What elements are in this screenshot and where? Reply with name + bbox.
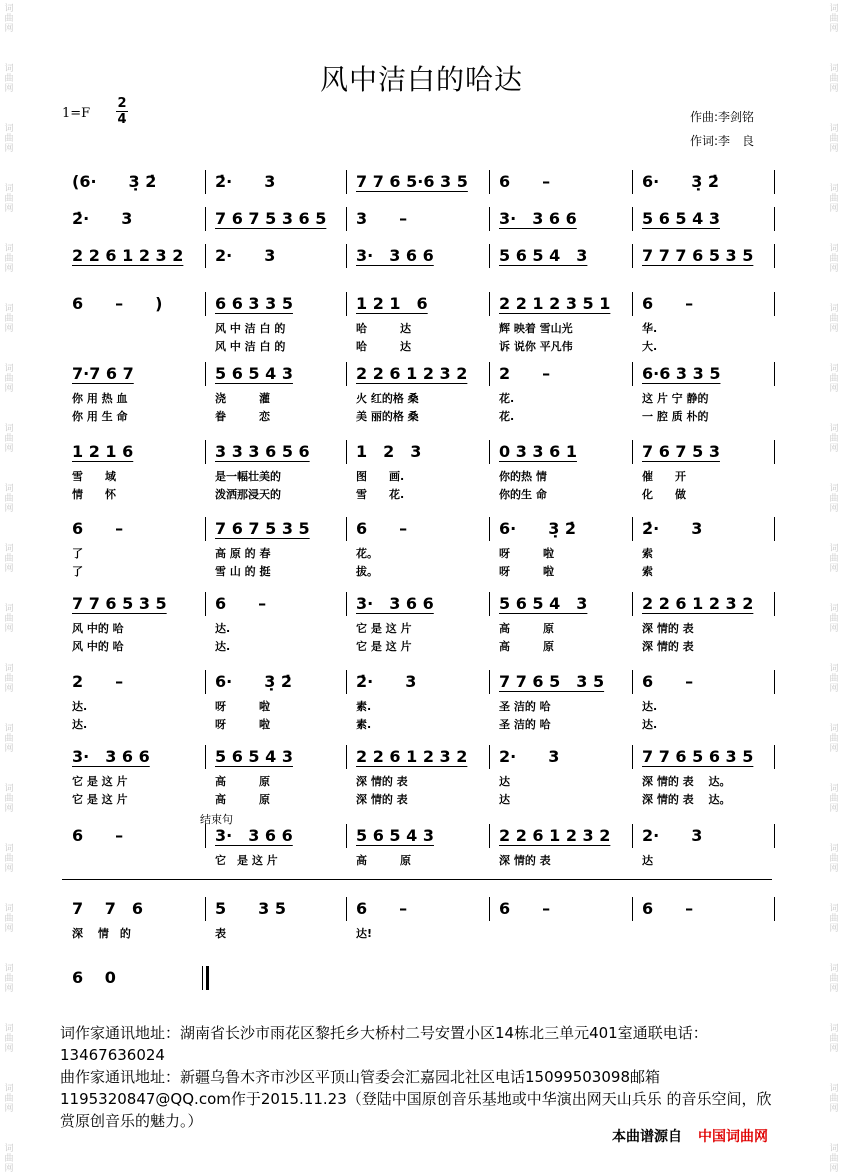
measure-notes: 7 6 7 5 3 5	[215, 519, 310, 538]
key-signature: 1=F	[62, 106, 91, 121]
time-sig-top: 2	[117, 96, 127, 111]
lyric-text: 呀 啦	[215, 718, 270, 731]
lyric-text: 这 片 宁 静的	[642, 392, 709, 405]
measure-notes: 2· 3	[499, 747, 560, 766]
measure-notes: (6· 3̣ 2̇	[72, 172, 157, 191]
lyric-text: 达.	[72, 700, 88, 713]
lyric-text: 高 原 的 春	[215, 547, 271, 560]
watermark-text: 词 曲 网	[4, 604, 14, 634]
composer-address: 曲作家通讯地址：新疆乌鲁木齐市沙区平顶山管委会汇嘉园北社区电话15099503098邮箱1195320847@QQ.com作于2015.11.23（登陆中国原创音乐基地或中华演出网天山兵乐 的音乐空间，欣赏原创音乐的魅力。）	[60, 1068, 772, 1130]
measure-notes: 2 2 1 2 3 5 1	[499, 294, 611, 313]
watermark-text: 词 曲 网	[829, 844, 839, 874]
watermark-text: 词 曲 网	[829, 64, 839, 94]
barline	[489, 170, 490, 194]
lyric-text: 达.	[72, 718, 88, 731]
lyric-text: 高 原	[215, 793, 270, 806]
measure-notes: 6 –	[356, 899, 408, 918]
barline	[346, 440, 347, 464]
barline	[489, 244, 490, 268]
measure-notes: 6· 3̣ 2̇	[642, 172, 720, 191]
lyric-text: 深 情 的	[72, 927, 131, 940]
measure-notes: 6 –	[642, 294, 694, 313]
measure-notes: 2 2 6 1 2 3 2	[642, 594, 754, 613]
barline	[632, 670, 633, 694]
barline	[346, 170, 347, 194]
lyric-text: 哈 达	[356, 340, 411, 353]
barline	[774, 592, 775, 616]
barline	[205, 517, 206, 541]
lyric-text: 深 情的 表 达。	[642, 775, 731, 788]
watermark-text: 词 曲 网	[829, 484, 839, 514]
barline	[346, 592, 347, 616]
lyric-text: 美 丽的格 桑	[356, 410, 419, 423]
barline	[632, 897, 633, 921]
watermark-text: 词 曲 网	[829, 424, 839, 454]
barline	[489, 440, 490, 464]
lyric-text: 大.	[642, 340, 658, 353]
measure-notes: 5 6 5 4 3	[499, 594, 588, 613]
measure-notes: 6 –	[642, 899, 694, 918]
barline	[774, 745, 775, 769]
barline	[489, 824, 490, 848]
watermark-text: 词 曲 网	[4, 724, 14, 754]
lyric-text: 拔。	[356, 565, 378, 578]
measure-notes: 7 7 6 5 3 5	[72, 594, 167, 613]
barline	[346, 517, 347, 541]
lyric-text: 你的生 命	[499, 488, 547, 501]
watermark-text: 词 曲 网	[4, 124, 14, 154]
lyric-text: 圣 洁的 哈	[499, 718, 551, 731]
watermark-text: 词 曲 网	[4, 1084, 14, 1114]
barline	[489, 207, 490, 231]
barline	[632, 244, 633, 268]
barline	[205, 824, 206, 848]
barline	[489, 670, 490, 694]
lyric-text: 花.	[499, 410, 515, 423]
measure-notes: 6 –	[499, 899, 551, 918]
measure-notes: 6 –	[72, 826, 124, 845]
lyric-text: 诉 说你 平凡伟	[499, 340, 573, 353]
lyric-text: 风 中 洁 白 的	[215, 340, 286, 353]
barline	[346, 745, 347, 769]
coda-separator-line	[62, 879, 772, 880]
watermark-text: 词 曲 网	[4, 664, 14, 694]
lyric-text: 你的热 情	[499, 470, 547, 483]
barline	[632, 517, 633, 541]
lyric-text: 雪 花.	[356, 488, 405, 501]
barline	[346, 362, 347, 386]
lyric-text: 素.	[356, 718, 372, 731]
watermark-text: 词 曲 网	[829, 184, 839, 214]
lyric-text: 了	[72, 565, 83, 578]
measure-notes: 7 7 6 5·6 3 5	[356, 172, 468, 191]
lyric-text: 高 原	[215, 775, 270, 788]
lyric-text: 达.	[642, 700, 658, 713]
barline	[774, 207, 775, 231]
composer-credit: 作曲:李剑铭	[690, 110, 755, 124]
measure-notes: 6 –	[215, 594, 267, 613]
watermark-text: 词 曲 网	[829, 964, 839, 994]
lyric-text: 深 情的 表	[642, 640, 694, 653]
barline	[489, 897, 490, 921]
measure-notes: 0 3 3 6 1	[499, 442, 577, 461]
watermark-text: 词 曲 网	[4, 364, 14, 394]
barline	[774, 824, 775, 848]
measure-notes: 3 3 3 6 5 6	[215, 442, 310, 461]
lyric-text: 泼洒那浸天的	[215, 488, 281, 501]
measure-notes: 5 6 5 4 3	[356, 826, 434, 845]
lyric-text: 化 做	[642, 488, 686, 501]
measure-notes: 6 – )	[72, 294, 163, 313]
measure-notes: 2̇· 3	[72, 209, 133, 228]
measure-notes: 7 6 7 5 3 6 5	[215, 209, 327, 228]
source-note	[612, 1126, 768, 1146]
barlines	[62, 966, 774, 990]
lyric-text: 你 用 热 血	[72, 392, 128, 405]
lyric-text: 高 原	[356, 854, 411, 867]
barline	[632, 440, 633, 464]
measure-notes: 5 6 5 4 3	[642, 209, 720, 228]
measure-notes: 6 –	[72, 519, 124, 538]
watermark-text: 词 曲 网	[829, 604, 839, 634]
watermark-text: 词 曲 网	[4, 784, 14, 814]
lyric-text: 浇 灌	[215, 392, 270, 405]
measure-notes: 3 –	[356, 209, 408, 228]
time-sig-bottom: 4	[117, 112, 127, 127]
measure-notes: 3· 3 6 6	[72, 747, 150, 766]
barline	[774, 362, 775, 386]
barline	[346, 207, 347, 231]
lyric-text: 呀 啦	[215, 700, 270, 713]
lyric-text: 素.	[356, 700, 372, 713]
measure-notes: 2 –	[72, 672, 124, 691]
lyric-text: 是一幅壮美的	[215, 470, 281, 483]
final-barline	[206, 966, 209, 990]
barline	[774, 517, 775, 541]
lyric-text: 达!	[356, 927, 373, 940]
barline	[205, 362, 206, 386]
measure-notes: 1 2 3	[356, 442, 422, 461]
measure-notes: 2̇· 3	[215, 172, 276, 191]
right-watermark-strip	[825, 0, 843, 1172]
measure-notes: 6 0	[72, 968, 116, 987]
lyric-text: 它 是 这 片	[215, 854, 278, 867]
barline	[489, 517, 490, 541]
source-label: 本曲谱源自	[612, 1129, 682, 1145]
barline	[632, 292, 633, 316]
watermark-text: 词 曲 网	[4, 904, 14, 934]
source-site-link[interactable]: 中国词曲网	[698, 1129, 768, 1145]
lyric-text: 雪 山 的 挺	[215, 565, 271, 578]
barline	[205, 292, 206, 316]
barline	[774, 170, 775, 194]
barline	[205, 207, 206, 231]
lyric-text: 风 中 洁 白 的	[215, 322, 286, 335]
measure-notes: 6· 3̣ 2̇	[215, 672, 293, 691]
measure-notes: 2 2 6 1 2 3 2	[356, 747, 468, 766]
lyric-text: 索	[642, 547, 653, 560]
left-watermark-strip	[0, 0, 18, 1172]
barline	[489, 292, 490, 316]
barline	[489, 592, 490, 616]
measure-notes: 2̇· 3	[642, 519, 703, 538]
lyric-text: 图 画.	[356, 470, 405, 483]
lyric-text: 呀 啦	[499, 565, 554, 578]
measure-notes: 2· 3	[215, 246, 276, 265]
lyric-text: 表	[215, 927, 226, 940]
lyric-text: 深 情的 表	[356, 793, 408, 806]
lyric-text: 你 用 生 命	[72, 410, 128, 423]
barline	[346, 824, 347, 848]
barline	[205, 745, 206, 769]
barline	[774, 670, 775, 694]
watermark-text: 词 曲 网	[829, 904, 839, 934]
watermark-text: 词 曲 网	[4, 424, 14, 454]
time-signature	[116, 96, 128, 127]
measure-notes: 3· 3 6 6	[356, 246, 434, 265]
measure-notes: 2 2 6 1 2 3 2	[72, 246, 184, 265]
watermark-text: 词 曲 网	[829, 1084, 839, 1114]
watermark-text: 词 曲 网	[4, 4, 14, 34]
lyric-text: 风 中的 哈	[72, 622, 124, 635]
watermark-text: 词 曲 网	[4, 1144, 14, 1172]
watermark-text: 词 曲 网	[829, 4, 839, 34]
lyric-text: 情 怀	[72, 488, 116, 501]
barline	[774, 897, 775, 921]
watermark-text: 词 曲 网	[4, 844, 14, 874]
measure-notes: 1 2 1 6	[72, 442, 134, 461]
measure-notes: 6· 3̣ 2̇	[499, 519, 577, 538]
lyric-text: 催 开	[642, 470, 686, 483]
barline	[202, 966, 203, 990]
measure-notes: 6·6 3 3 5	[642, 364, 721, 383]
barline	[205, 670, 206, 694]
measure-notes: 3· 3 6 6	[215, 826, 293, 845]
watermark-text: 词 曲 网	[829, 544, 839, 574]
lyric-text: 它 是 这 片	[356, 640, 412, 653]
measure-notes: 2· 3	[642, 826, 703, 845]
watermark-text: 词 曲 网	[4, 964, 14, 994]
lyric-text: 达.	[642, 718, 658, 731]
watermark-text: 词 曲 网	[4, 304, 14, 334]
lyric-text: 深 情的 表	[642, 622, 694, 635]
measure-notes: 2 2 6 1 2 3 2	[499, 826, 611, 845]
barline	[205, 592, 206, 616]
ending-label: 结束句	[200, 813, 233, 826]
barline	[489, 362, 490, 386]
measure-notes: 7 6 7 5 3	[642, 442, 720, 461]
barline	[632, 207, 633, 231]
barline	[346, 244, 347, 268]
lyric-text: 达	[642, 854, 653, 867]
watermark-text: 词 曲 网	[829, 364, 839, 394]
lyric-text: 它 是 这 片	[72, 793, 128, 806]
song-title: 风中洁白的哈达	[319, 63, 523, 96]
barline	[346, 897, 347, 921]
measure-notes: 5 6 5 4 3	[215, 364, 293, 383]
lyric-text: 花.	[499, 392, 515, 405]
barline	[346, 670, 347, 694]
barline	[632, 170, 633, 194]
lyric-text: 达	[499, 793, 510, 806]
lyric-text: 它 是 这 片	[72, 775, 128, 788]
barline	[632, 824, 633, 848]
lyric-text: 辉 映着 雪山光	[499, 322, 573, 335]
watermark-text: 词 曲 网	[829, 304, 839, 334]
barline	[632, 362, 633, 386]
lyric-text: 火 红的格 桑	[356, 392, 419, 405]
lyric-text: 达	[499, 775, 510, 788]
measure-notes: 3· 3 6 6	[356, 594, 434, 613]
measure-notes: 7 7 6 5 3 5	[499, 672, 605, 691]
lyric-text: 华.	[642, 322, 658, 335]
barline	[205, 244, 206, 268]
lyric-text: 深 情的 表	[499, 854, 551, 867]
measure-notes: 2̇· 3	[356, 672, 417, 691]
measure-notes: 7 7 6 5 6 3 5	[642, 747, 754, 766]
lyric-text: 了	[72, 547, 83, 560]
lyric-text: 高 原	[499, 640, 554, 653]
lyric-text: 达.	[215, 622, 231, 635]
barline	[205, 440, 206, 464]
lyric-text: 深 情的 表	[356, 775, 408, 788]
measure-notes: 7 7 7 6 5 3 5	[642, 246, 754, 265]
barline	[774, 292, 775, 316]
lyric-text: 眷 恋	[215, 410, 270, 423]
measure-notes: 1 2 1 6	[356, 294, 428, 313]
watermark-text: 词 曲 网	[4, 64, 14, 94]
watermark-text: 词 曲 网	[829, 1024, 839, 1054]
measure-notes: 6 –	[499, 172, 551, 191]
measure-notes: 3· 3 6 6	[499, 209, 577, 228]
watermark-text: 词 曲 网	[4, 244, 14, 274]
measure-notes: 6 –	[356, 519, 408, 538]
barline	[205, 897, 206, 921]
lyric-text: 哈 达	[356, 322, 411, 335]
barline	[205, 170, 206, 194]
lyric-text: 雪 域	[72, 470, 116, 483]
barline	[632, 592, 633, 616]
measure-notes: 7·7 6 7	[72, 364, 134, 383]
barline	[632, 745, 633, 769]
watermark-text: 词 曲 网	[4, 544, 14, 574]
measure-notes: 6 –	[642, 672, 694, 691]
watermark-text: 词 曲 网	[4, 1024, 14, 1054]
lyricist-credit: 作词:李 良	[690, 134, 755, 148]
barline	[489, 745, 490, 769]
watermark-text: 词 曲 网	[829, 664, 839, 694]
watermark-text: 词 曲 网	[829, 244, 839, 274]
barline	[774, 440, 775, 464]
barline	[346, 292, 347, 316]
lyric-text: 达.	[215, 640, 231, 653]
measure-notes: 7 7 6	[72, 899, 143, 918]
lyric-text: 它 是 这 片	[356, 622, 412, 635]
watermark-text: 词 曲 网	[829, 724, 839, 754]
measure-notes: 2 2 6 1 2 3 2	[356, 364, 468, 383]
watermark-text: 词 曲 网	[4, 184, 14, 214]
measure-notes: 5 6 5 4 3	[215, 747, 293, 766]
measure-notes: 5 3 5	[215, 899, 286, 918]
measure-notes: 2 –	[499, 364, 551, 383]
lyric-text: 风 中的 哈	[72, 640, 124, 653]
lyric-text: 高 原	[499, 622, 554, 635]
lyricist-address: 词作家通讯地址：湖南省长沙市雨花区黎托乡大桥村二号安置小区14栋北三单元401室通联电话：13467636024	[60, 1024, 708, 1064]
measure-notes: 5 6 5 4 3	[499, 246, 588, 265]
lyric-text: 深 情的 表 达。	[642, 793, 731, 806]
watermark-text: 词 曲 网	[829, 784, 839, 814]
lyric-text: 花。	[356, 547, 378, 560]
watermark-text: 词 曲 网	[829, 1144, 839, 1172]
watermark-text: 词 曲 网	[4, 484, 14, 514]
lyric-text: 圣 洁的 哈	[499, 700, 551, 713]
measure-notes: 6 6 3 3 5	[215, 294, 293, 313]
watermark-text: 词 曲 网	[829, 124, 839, 154]
lyric-text: 一 腔 质 朴的	[642, 410, 709, 423]
lyric-text: 呀 啦	[499, 547, 554, 560]
barline	[774, 244, 775, 268]
lyric-text: 索	[642, 565, 653, 578]
